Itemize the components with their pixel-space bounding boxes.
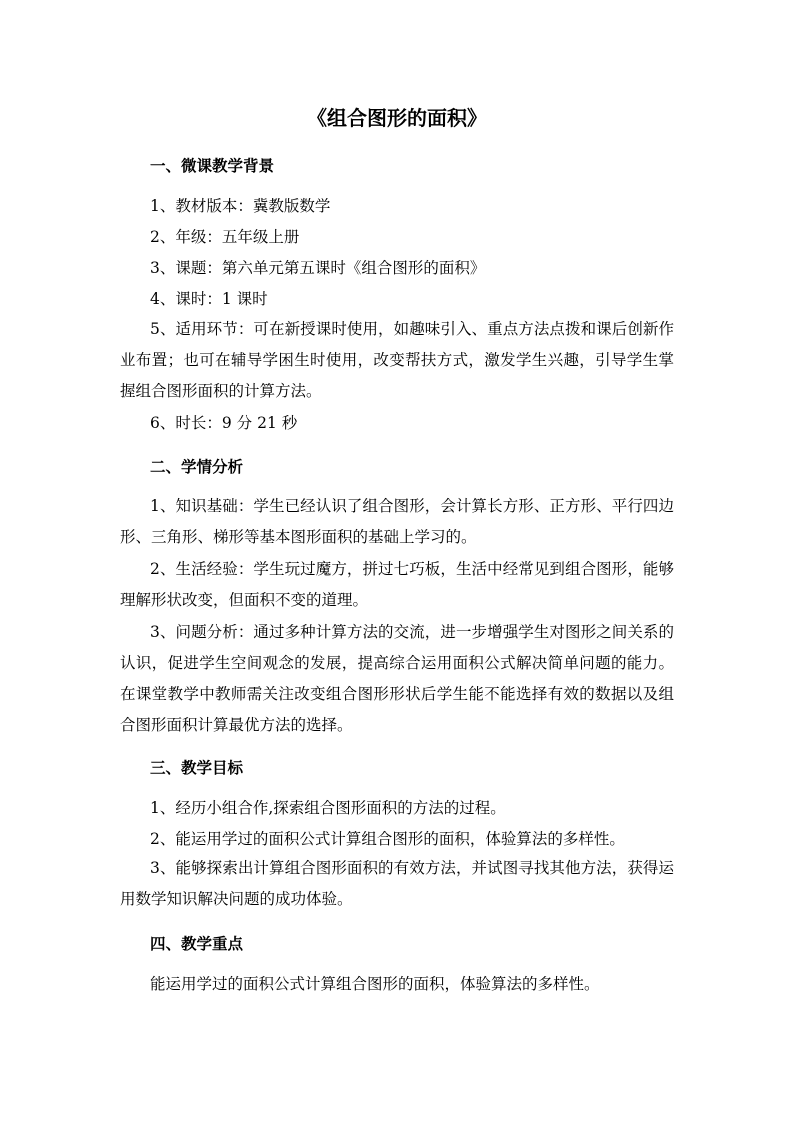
list-item-period: 4、课时：1 课时 [150, 290, 268, 308]
list-item-topic: 3、课题：第六单元第五课时《组合图形的面积》 [150, 259, 486, 277]
list-item-objective-2: 2、能运用学过的面积公式计算组合图形的面积，体验算法的多样性。 [150, 830, 625, 848]
list-item-duration: 6、时长：9 分 21 秒 [150, 414, 298, 432]
section-heading-keypoint: 四、教学重点 [150, 934, 244, 953]
list-item-keypoint: 能运用学过的面积公式计算组合图形的面积，体验算法的多样性。 [150, 975, 600, 993]
list-item-textbook: 1、教材版本：冀教版数学 [150, 197, 331, 215]
list-item-usage: 5、适用环节：可在新授课时使用，如趣味引入、重点方法点拨和课后创新作业布置；也可在辅导学困生时使用，改变帮扶方式，激发学生兴趣，引导学生掌握组合图形面积的计算方法。 [120, 320, 674, 400]
list-item-problem: 3、问题分析：通过多种计算方法的交流，进一步增强学生对图形之间关系的认识，促进学生空间观念的发展，提高综合运用面积公式解决简单问题的能力。在课堂教学中教师需关注改变组合图形形状后学生能不能选择有效的数据以及组合图形面积计算最优方法的选择。 [120, 623, 674, 734]
section-heading-background: 一、微课教学背景 [150, 156, 275, 175]
list-item-knowledge: 1、知识基础：学生已经认识了组合图形，会计算长方形、正方形、平行四边形、三角形、梯形等基本图形面积的基础上学习的。 [120, 497, 674, 546]
document-title: 《组合图形的面积》 [307, 106, 487, 130]
list-item-experience: 2、生活经验：学生玩过魔方，拼过七巧板，生活中经常见到组合图形，能够理解形状改变，但面积不变的道理。 [120, 560, 674, 609]
list-item-objective-3: 3、能够探索出计算组合图形面积的有效方法，并试图寻找其他方法，获得运用数学知识解决问题的成功体验。 [120, 859, 674, 908]
section-heading-objectives: 三、教学目标 [150, 758, 244, 777]
list-item-objective-1: 1、经历小组合作,探索组合图形面积的方法的过程。 [150, 799, 506, 817]
section-heading-analysis: 二、学情分析 [150, 457, 244, 476]
list-item-grade: 2、年级：五年级上册 [150, 228, 300, 246]
